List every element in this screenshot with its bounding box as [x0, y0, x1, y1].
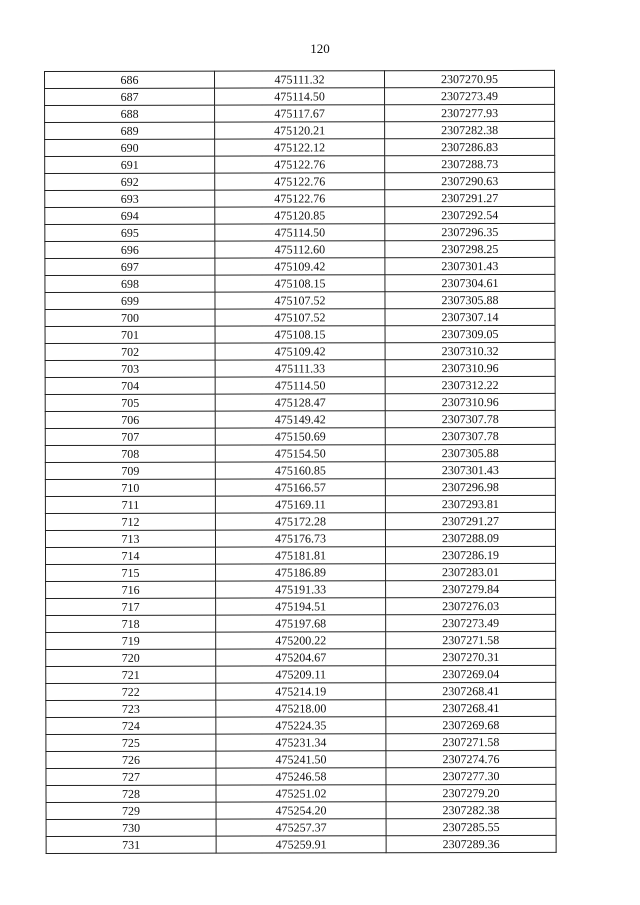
- table-row: [45, 359, 555, 377]
- y-coordinate-cell: 2307289.36: [386, 835, 556, 852]
- x-coordinate-cell: 475114.50: [215, 377, 385, 394]
- y-coordinate-cell: 2307290.63: [385, 172, 555, 189]
- x-coordinate-cell: 475257.37: [216, 819, 386, 836]
- point-number-cell: 719: [46, 632, 216, 649]
- y-coordinate-cell: 2307307.78: [385, 410, 555, 427]
- x-coordinate-cell: 475111.33: [215, 360, 385, 377]
- point-number-cell: 698: [45, 275, 215, 292]
- table-row: [45, 495, 555, 513]
- x-coordinate-cell: 475120.21: [215, 122, 385, 139]
- x-coordinate-cell: 475218.00: [216, 700, 386, 717]
- table-row: [45, 155, 555, 173]
- y-coordinate-cell: 2307291.27: [385, 189, 555, 206]
- point-number-cell: 725: [46, 734, 216, 751]
- y-coordinate-cell: 2307310.96: [385, 359, 555, 376]
- table-row: [45, 461, 555, 479]
- y-coordinate-cell: 2307307.14: [385, 308, 555, 325]
- x-coordinate-cell: 475246.58: [216, 768, 386, 785]
- table-row: [45, 274, 555, 292]
- x-coordinate-cell: 475204.67: [216, 649, 386, 666]
- y-coordinate-cell: 2307269.68: [386, 716, 556, 733]
- y-coordinate-cell: 2307269.04: [386, 665, 556, 682]
- x-coordinate-cell: 475181.81: [215, 547, 385, 564]
- y-coordinate-cell: 2307296.35: [385, 223, 555, 240]
- x-coordinate-cell: 475169.11: [215, 496, 385, 513]
- x-coordinate-cell: 475108.15: [215, 326, 385, 343]
- point-number-cell: 714: [45, 547, 215, 564]
- point-number-cell: 706: [45, 411, 215, 428]
- point-number-cell: 697: [45, 258, 215, 275]
- x-coordinate-cell: 475109.42: [215, 343, 385, 360]
- x-coordinate-cell: 475241.50: [216, 751, 386, 768]
- table-row: [46, 818, 556, 836]
- table-row: [45, 529, 555, 547]
- y-coordinate-cell: 2307277.30: [386, 767, 556, 784]
- y-coordinate-cell: 2307273.49: [386, 614, 556, 631]
- table-row: [45, 410, 555, 428]
- x-coordinate-cell: 475150.69: [215, 428, 385, 445]
- y-coordinate-cell: 2307271.58: [386, 631, 556, 648]
- table-row: [45, 342, 555, 360]
- point-number-cell: 716: [46, 581, 216, 598]
- table-row: [45, 138, 555, 156]
- y-coordinate-cell: 2307285.55: [386, 818, 556, 835]
- x-coordinate-cell: 475254.20: [216, 802, 386, 819]
- y-coordinate-cell: 2307270.95: [385, 70, 555, 87]
- point-number-cell: 703: [45, 360, 215, 377]
- y-coordinate-cell: 2307268.41: [386, 682, 556, 699]
- point-number-cell: 691: [45, 156, 215, 173]
- point-number-cell: 701: [45, 326, 215, 343]
- x-coordinate-cell: 475200.22: [216, 632, 386, 649]
- point-number-cell: 730: [46, 819, 216, 836]
- y-coordinate-cell: 2307277.93: [385, 104, 555, 121]
- table-row: [46, 563, 556, 581]
- table-row: [45, 478, 555, 496]
- point-number-cell: 724: [46, 717, 216, 734]
- x-coordinate-cell: 475114.50: [215, 88, 385, 105]
- point-number-cell: 728: [46, 785, 216, 802]
- x-coordinate-cell: 475107.52: [215, 309, 385, 326]
- y-coordinate-cell: 2307307.78: [385, 427, 555, 444]
- x-coordinate-cell: 475176.73: [215, 530, 385, 547]
- x-coordinate-cell: 475109.42: [215, 258, 385, 275]
- x-coordinate-cell: 475194.51: [216, 598, 386, 615]
- x-coordinate-cell: 475251.02: [216, 785, 386, 802]
- point-number-cell: 722: [46, 683, 216, 700]
- table-row: [45, 444, 555, 462]
- y-coordinate-cell: 2307268.41: [386, 699, 556, 716]
- x-coordinate-cell: 475197.68: [216, 615, 386, 632]
- y-coordinate-cell: 2307270.31: [386, 648, 556, 665]
- table-row: [45, 223, 555, 241]
- x-coordinate-cell: 475117.67: [215, 105, 385, 122]
- y-coordinate-cell: 2307293.81: [385, 495, 555, 512]
- table-row: [46, 614, 556, 632]
- point-number-cell: 689: [45, 122, 215, 139]
- y-coordinate-cell: 2307298.25: [385, 240, 555, 257]
- y-coordinate-cell: 2307312.22: [385, 376, 555, 393]
- x-coordinate-cell: 475259.91: [216, 836, 386, 853]
- y-coordinate-cell: 2307274.76: [386, 750, 556, 767]
- table-row: [46, 597, 556, 615]
- y-coordinate-cell: 2307273.49: [385, 87, 555, 104]
- point-number-cell: 731: [46, 836, 216, 853]
- y-coordinate-cell: 2307286.19: [385, 546, 555, 563]
- point-number-cell: 707: [45, 428, 215, 445]
- table-row: [46, 682, 556, 700]
- y-coordinate-cell: 2307305.88: [385, 291, 555, 308]
- point-number-cell: 715: [46, 564, 216, 581]
- x-coordinate-cell: 475108.15: [215, 275, 385, 292]
- x-coordinate-cell: 475166.57: [215, 479, 385, 496]
- x-coordinate-cell: 475172.28: [215, 513, 385, 530]
- coordinates-table: [44, 70, 557, 854]
- table-row: [46, 665, 556, 683]
- y-coordinate-cell: 2307283.01: [386, 563, 556, 580]
- point-number-cell: 695: [45, 224, 215, 241]
- point-number-cell: 727: [46, 768, 216, 785]
- point-number-cell: 729: [46, 802, 216, 819]
- y-coordinate-cell: 2307276.03: [386, 597, 556, 614]
- table-row: [45, 257, 555, 275]
- point-number-cell: 694: [45, 207, 215, 224]
- point-number-cell: 693: [45, 190, 215, 207]
- table-row: [45, 427, 555, 445]
- point-number-cell: 690: [45, 139, 215, 156]
- table-row: [46, 716, 556, 734]
- table-row: [45, 104, 555, 122]
- x-coordinate-cell: 475224.35: [216, 717, 386, 734]
- x-coordinate-cell: 475122.76: [215, 190, 385, 207]
- point-number-cell: 708: [45, 445, 215, 462]
- point-number-cell: 709: [45, 462, 215, 479]
- table-row: [45, 325, 555, 343]
- x-coordinate-cell: 475186.89: [216, 564, 386, 581]
- point-number-cell: 700: [45, 309, 215, 326]
- y-coordinate-cell: 2307296.98: [385, 478, 555, 495]
- table-row: [45, 121, 555, 139]
- point-number-cell: 686: [45, 71, 215, 88]
- table-row: [46, 699, 556, 717]
- point-number-cell: 692: [45, 173, 215, 190]
- point-number-cell: 723: [46, 700, 216, 717]
- x-coordinate-cell: 475149.42: [215, 411, 385, 428]
- page-number: 120: [310, 41, 330, 56]
- point-number-cell: 712: [45, 513, 215, 530]
- x-coordinate-cell: 475122.76: [215, 156, 385, 173]
- x-coordinate-cell: 475112.60: [215, 241, 385, 258]
- x-coordinate-cell: 475111.32: [215, 71, 385, 88]
- table-row: [45, 240, 555, 258]
- table-row: [45, 546, 555, 564]
- table-row: [45, 308, 555, 326]
- point-number-cell: 721: [46, 666, 216, 683]
- y-coordinate-cell: 2307279.20: [386, 784, 556, 801]
- table-row: [45, 172, 555, 190]
- table-row: [46, 835, 556, 853]
- x-coordinate-cell: 475154.50: [215, 445, 385, 462]
- point-number-cell: 702: [45, 343, 215, 360]
- x-coordinate-cell: 475107.52: [215, 292, 385, 309]
- y-coordinate-cell: 2307301.43: [385, 257, 555, 274]
- table-row: [46, 631, 556, 649]
- table-row: [45, 87, 555, 105]
- table-row: [46, 767, 556, 785]
- point-number-cell: 710: [45, 479, 215, 496]
- y-coordinate-cell: 2307310.32: [385, 342, 555, 359]
- x-coordinate-cell: 475122.12: [215, 139, 385, 156]
- x-coordinate-cell: 475114.50: [215, 224, 385, 241]
- table-row: [45, 206, 555, 224]
- table-row: [45, 376, 555, 394]
- point-number-cell: 713: [45, 530, 215, 547]
- table-row: [45, 189, 555, 207]
- table-row: [46, 648, 556, 666]
- y-coordinate-cell: 2307304.61: [385, 274, 555, 291]
- table-row: [45, 291, 555, 309]
- point-number-cell: 704: [45, 377, 215, 394]
- point-number-cell: 699: [45, 292, 215, 309]
- point-number-cell: 696: [45, 241, 215, 258]
- y-coordinate-cell: 2307271.58: [386, 733, 556, 750]
- coordinates-table-container: [44, 70, 556, 854]
- x-coordinate-cell: 475231.34: [216, 734, 386, 751]
- point-number-cell: 711: [45, 496, 215, 513]
- y-coordinate-cell: 2307279.84: [386, 580, 556, 597]
- point-number-cell: 687: [45, 88, 215, 105]
- table-row: [46, 801, 556, 819]
- x-coordinate-cell: 475128.47: [215, 394, 385, 411]
- x-coordinate-cell: 475120.85: [215, 207, 385, 224]
- table-row: [46, 580, 556, 598]
- y-coordinate-cell: 2307288.73: [385, 155, 555, 172]
- table-row: [46, 750, 556, 768]
- y-coordinate-cell: 2307282.38: [386, 801, 556, 818]
- y-coordinate-cell: 2307292.54: [385, 206, 555, 223]
- point-number-cell: 717: [46, 598, 216, 615]
- y-coordinate-cell: 2307309.05: [385, 325, 555, 342]
- point-number-cell: 726: [46, 751, 216, 768]
- x-coordinate-cell: 475191.33: [216, 581, 386, 598]
- x-coordinate-cell: 475209.11: [216, 666, 386, 683]
- table-row: [46, 784, 556, 802]
- x-coordinate-cell: 475214.19: [216, 683, 386, 700]
- coordinates-table-body: [45, 70, 557, 853]
- y-coordinate-cell: 2307282.38: [385, 121, 555, 138]
- y-coordinate-cell: 2307305.88: [385, 444, 555, 461]
- x-coordinate-cell: 475122.76: [215, 173, 385, 190]
- point-number-cell: 718: [46, 615, 216, 632]
- y-coordinate-cell: 2307310.96: [385, 393, 555, 410]
- table-row: [46, 733, 556, 751]
- table-row: [45, 512, 555, 530]
- table-row: [45, 393, 555, 411]
- y-coordinate-cell: 2307291.27: [385, 512, 555, 529]
- point-number-cell: 688: [45, 105, 215, 122]
- table-row: [45, 70, 555, 88]
- point-number-cell: 705: [45, 394, 215, 411]
- y-coordinate-cell: 2307288.09: [385, 529, 555, 546]
- point-number-cell: 720: [46, 649, 216, 666]
- y-coordinate-cell: 2307286.83: [385, 138, 555, 155]
- y-coordinate-cell: 2307301.43: [385, 461, 555, 478]
- x-coordinate-cell: 475160.85: [215, 462, 385, 479]
